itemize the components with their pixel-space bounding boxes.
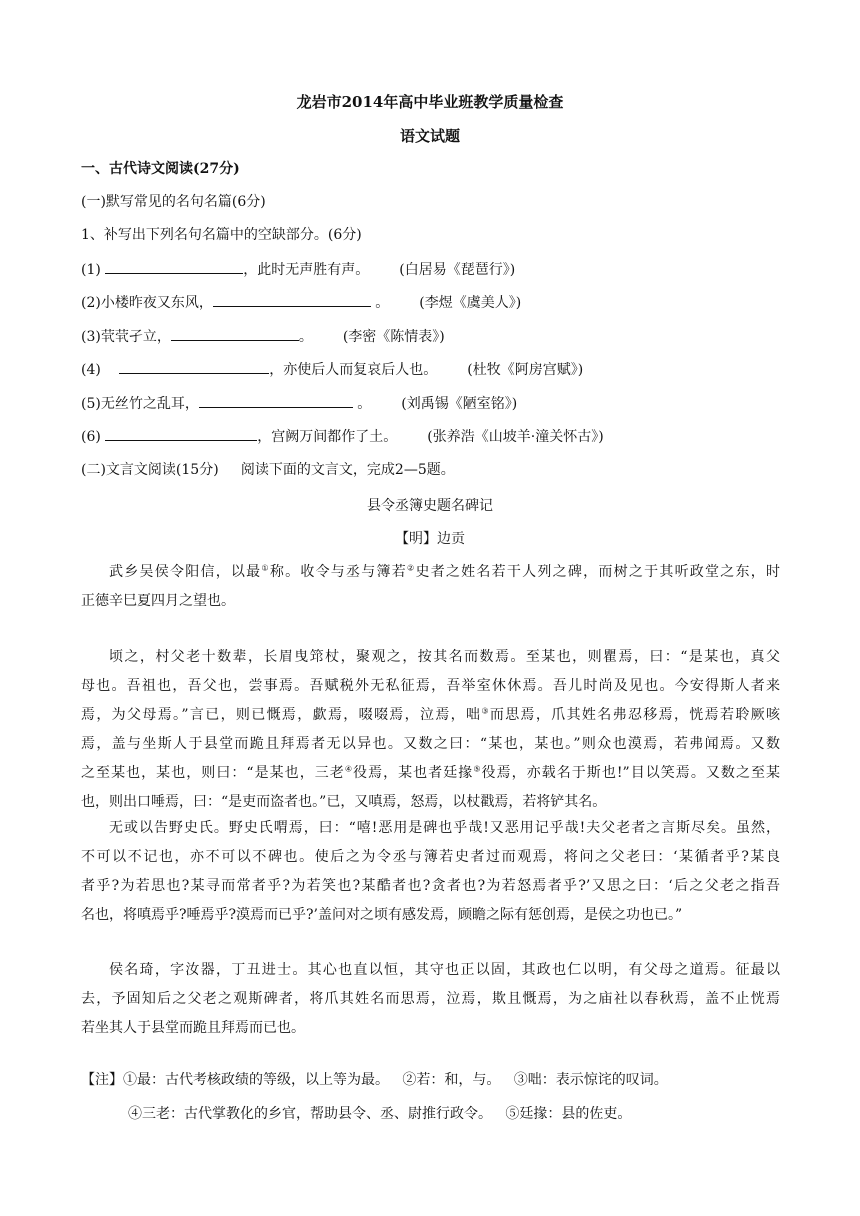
text-run: 役焉，某也者廷掾 — [353, 765, 474, 781]
text-line: 者乎?为若思也?某寻而常者乎?为若笑也?某酷者也?贪者也?为若怒焉者乎?’又思之曰：‘后之父老之指吾 — [81, 878, 780, 894]
text-run: 而思焉，爪其姓名弗忍移焉，恍焉若聆厥咳 — [489, 707, 781, 723]
answer-blank[interactable] — [171, 326, 299, 341]
answer-blank[interactable] — [199, 393, 353, 408]
fill-item-prefix: (4) — [81, 362, 106, 378]
fill-item-4 — [81, 359, 583, 380]
footnote-ref: ① — [261, 563, 270, 573]
fill-item-prefix: (6) — [81, 429, 106, 445]
fill-item-5 — [81, 393, 517, 414]
footnote-ref: ② — [407, 563, 416, 573]
text-run: 武乡吴侯令阳信，以最 — [109, 564, 262, 580]
fill-item-suffix: 。 — [352, 396, 372, 412]
text-line: 顷之，村父老十数辈，长眉曳筇杖，聚观之，按其名而数焉。至某也，则瞿焉，曰：“是某也，真父 — [109, 649, 780, 665]
text-line: 去，予固知后之父老之观斯碑者，将爪其姓名而思焉，泣焉，欺且慨焉，为之庙社以春秋焉，盖不止恍焉 — [81, 991, 780, 1007]
notes-line-1: 【注】①最：古代考核政绩的等级，以上等为最。 ②若：和，与。 ③咄：表示惊诧的叹词。 — [81, 1072, 668, 1088]
fill-item-3 — [81, 326, 445, 347]
notes-line-2: ④三老：古代掌教化的乡官，帮助县令、丞、尉推行政令。 ⑤廷掾：县的佐吏。 — [128, 1106, 632, 1122]
fill-item-source: (刘禹锡《陋室铭》) — [401, 396, 518, 412]
text-line: 不可以不记也，亦不可以不碑也。使后之为令丞与簿若史者过而观焉，将问之父老曰：‘某循者乎?某良 — [81, 849, 780, 865]
fill-item-suffix: 。 — [370, 295, 390, 311]
fill-item-source: (白居易《琵琶行》) — [399, 262, 516, 278]
fill-item-source: (李密《陈情表》) — [342, 329, 445, 345]
part1-heading: (一)默写常见的名句名篇(6分) — [81, 194, 266, 210]
footnote-ref: ⑤ — [473, 764, 482, 774]
article-paragraph-2 — [81, 643, 780, 817]
text-line: 母也。吾祖也，吾父也，尝事焉。吾赋税外无私征焉，吾举室休休焉。吾儿时尚及见也。今安得斯人者来 — [81, 678, 780, 694]
answer-blank[interactable] — [213, 292, 371, 307]
article-title: 县令丞簿史题名碑记 — [367, 498, 493, 514]
fill-item-prefix: (3)茕茕孑立， — [81, 329, 171, 345]
answer-blank[interactable] — [105, 259, 243, 274]
text-line: 无或以告野史氏。野史氏喟焉，曰：“嘻!恶用是碑也乎哉!又恶用记乎哉!夫父老者之言斯尽矣。虽然， — [109, 820, 780, 836]
fill-item-1 — [81, 259, 515, 280]
answer-blank[interactable] — [105, 426, 257, 441]
page-subtitle: 语文试题 — [399, 127, 460, 145]
fill-item-suffix: ，亦使后人而复哀后人也。 — [269, 362, 438, 378]
part2-heading: (二)文言文阅读(15分) 阅读下面的文言文，完成2—5题。 — [81, 462, 455, 478]
text-run: 焉，为父母焉。”言已，则已慨焉，歔焉，啜啜焉，泣焉，咄 — [81, 707, 482, 723]
answer-blank[interactable] — [119, 359, 269, 374]
article-author: 【明】边贡 — [395, 531, 465, 547]
text-run: 役焉，亦载名于斯也!”目以笑焉。又数之至某 — [481, 765, 781, 781]
fill-item-prefix: (5)无丝竹之乱耳， — [81, 396, 199, 412]
fill-item-suffix: 。 — [298, 329, 313, 345]
fill-item-source: (李煜《虞美人》) — [419, 295, 522, 311]
text-run: 之至某也，某也，则曰：“是某也，三老 — [81, 765, 345, 781]
article-paragraph-1 — [81, 558, 780, 616]
footnote-ref: ④ — [344, 764, 354, 774]
fill-item-suffix: ，此时无声胜有声。 — [243, 262, 370, 278]
fill-item-prefix: (1) — [81, 262, 106, 278]
fill-item-source: (张养浩《山坡羊·潼关怀古》) — [427, 429, 604, 445]
fill-item-6 — [81, 426, 604, 447]
text-line: 焉，盖与坐斯人于县堂而跪且拜焉者无以异也。又数之曰：“某也，某也。”则众也漠焉，若弗闻焉。又数 — [81, 736, 780, 752]
text-line: 侯名琦，字汝器，丁丑进士。其心也直以恒，其守也正以固，其政也仁以明，有父母之道焉。征最以 — [109, 962, 780, 978]
article-paragraph-3 — [81, 814, 780, 930]
fill-item-2 — [81, 292, 521, 313]
section-heading: 一、古代诗文阅读(27分) — [81, 161, 240, 177]
text-line: 也，则出口唾焉，曰：“是吏而盗者也。”已，又嗔焉，怒焉，以杖戳焉，若将铲其名。 — [81, 794, 607, 810]
text-line: 若坐其人于县堂而跪且拜焉而已也。 — [81, 1020, 305, 1036]
fill-item-suffix: ，宫阙万间都作了土。 — [257, 429, 398, 445]
page-title: 龙岩市2014年高中毕业班教学质量检查 — [296, 93, 564, 111]
text-line: 名也，将嗔焉乎?唾焉乎?漠焉而已乎?’盖问对之顷有感发焉，顾瞻之际有惩创焉，是侯之功也已。” — [81, 907, 683, 923]
text-run: 称。收令与丞与簿若 — [269, 564, 408, 580]
fill-item-prefix: (2)小楼昨夜又东风， — [81, 295, 213, 311]
footnote-ref: ③ — [481, 706, 490, 716]
question-1: 1、补写出下列名句名篇中的空缺部分。(6分) — [81, 227, 362, 243]
fill-item-source: (杜牧《阿房宫赋》) — [467, 362, 584, 378]
article-paragraph-4 — [81, 956, 780, 1043]
text-line: 正德辛巳夏四月之望也。 — [81, 593, 235, 609]
text-run: 史者之姓名若干人列之碑，而树之于其听政堂之东，时 — [415, 564, 781, 580]
